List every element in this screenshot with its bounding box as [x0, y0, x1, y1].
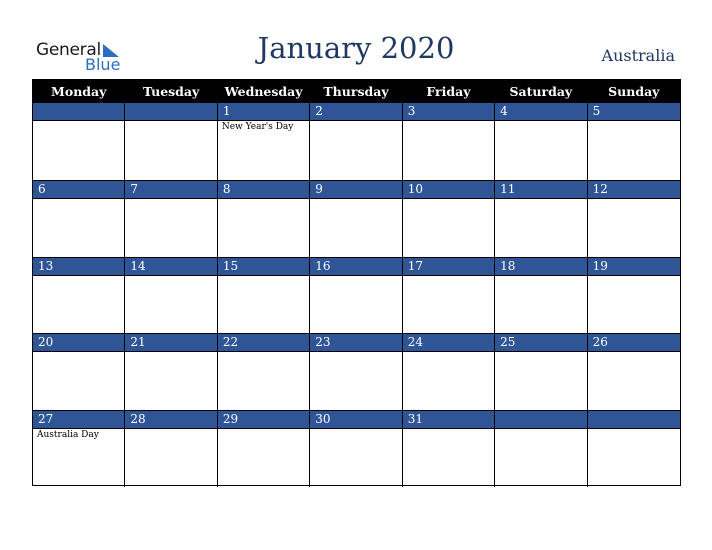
day-number: 8	[218, 181, 309, 199]
day-cell	[218, 333, 310, 410]
day-cell	[125, 257, 217, 334]
day-number	[33, 103, 124, 121]
day-cell	[588, 180, 680, 257]
day-cell	[310, 103, 402, 180]
weekday-header: Wednesday	[218, 80, 310, 103]
country-label: Australia	[601, 46, 675, 65]
day-cell	[588, 257, 680, 334]
day-cell	[588, 410, 680, 487]
weekday-header: Saturday	[495, 80, 587, 103]
day-number: 15	[218, 258, 309, 276]
calendar-weeks	[33, 103, 680, 487]
weekday-header: Friday	[403, 80, 495, 103]
day-number: 24	[403, 334, 494, 352]
day-cell	[588, 333, 680, 410]
day-cell	[310, 333, 402, 410]
day-number: 21	[125, 334, 216, 352]
day-cell	[33, 410, 125, 487]
calendar-week-row	[33, 410, 680, 487]
day-cell	[33, 257, 125, 334]
day-cell	[33, 103, 125, 180]
day-number: 9	[310, 181, 401, 199]
day-number	[588, 411, 680, 429]
day-number: 17	[403, 258, 494, 276]
day-cell	[218, 103, 310, 180]
weekday-header-row	[33, 80, 680, 103]
day-cell	[33, 180, 125, 257]
day-cell	[125, 103, 217, 180]
day-cell	[125, 333, 217, 410]
calendar-week-row	[33, 180, 680, 257]
day-number: 16	[310, 258, 401, 276]
day-number: 11	[495, 181, 586, 199]
day-number: 19	[588, 258, 680, 276]
day-cell	[310, 410, 402, 487]
weekday-header: Monday	[33, 80, 125, 103]
day-cell	[125, 180, 217, 257]
day-number: 28	[125, 411, 216, 429]
day-number: 4	[495, 103, 586, 121]
day-number: 5	[588, 103, 680, 121]
day-cell	[495, 180, 587, 257]
day-cell	[403, 180, 495, 257]
weekday-header: Thursday	[310, 80, 402, 103]
day-cell	[403, 257, 495, 334]
day-number: 6	[33, 181, 124, 199]
day-number	[125, 103, 216, 121]
logo-general-text: General	[36, 40, 101, 60]
calendar-week-row	[33, 333, 680, 410]
day-number	[495, 411, 586, 429]
day-cell	[310, 180, 402, 257]
day-cell	[218, 180, 310, 257]
day-number: 23	[310, 334, 401, 352]
day-number: 12	[588, 181, 680, 199]
day-number: 29	[218, 411, 309, 429]
day-number: 26	[588, 334, 680, 352]
day-cell	[403, 410, 495, 487]
day-cell	[218, 410, 310, 487]
day-number: 14	[125, 258, 216, 276]
day-number: 22	[218, 334, 309, 352]
holiday-label: New Year's Day	[221, 122, 294, 132]
day-cell	[218, 257, 310, 334]
day-number: 1	[218, 103, 309, 121]
day-cell	[403, 333, 495, 410]
calendar-week-row	[33, 103, 680, 180]
day-number: 27	[33, 411, 124, 429]
day-number: 7	[125, 181, 216, 199]
weekday-header: Tuesday	[125, 80, 217, 103]
day-cell	[125, 410, 217, 487]
day-cell	[495, 103, 587, 180]
logo-blue-text: Blue	[85, 55, 121, 74]
calendar-week-row	[33, 257, 680, 334]
day-cell	[495, 410, 587, 487]
weekday-header: Sunday	[608, 84, 660, 99]
day-cell	[588, 103, 680, 180]
day-cell	[310, 257, 402, 334]
day-number: 25	[495, 334, 586, 352]
day-cell	[403, 103, 495, 180]
day-cell	[33, 333, 125, 410]
day-number: 10	[403, 181, 494, 199]
day-number: 20	[33, 334, 124, 352]
day-number: 18	[495, 258, 586, 276]
day-number: 3	[403, 103, 494, 121]
day-number: 13	[33, 258, 124, 276]
calendar-title: January 2020	[257, 31, 455, 65]
calendar-grid	[32, 79, 681, 486]
day-cell	[495, 333, 587, 410]
day-number: 31	[403, 411, 494, 429]
holiday-label: Australia Day	[37, 430, 99, 441]
day-cell	[495, 257, 587, 334]
day-number: 30	[310, 411, 401, 429]
day-number: 2	[310, 103, 401, 121]
